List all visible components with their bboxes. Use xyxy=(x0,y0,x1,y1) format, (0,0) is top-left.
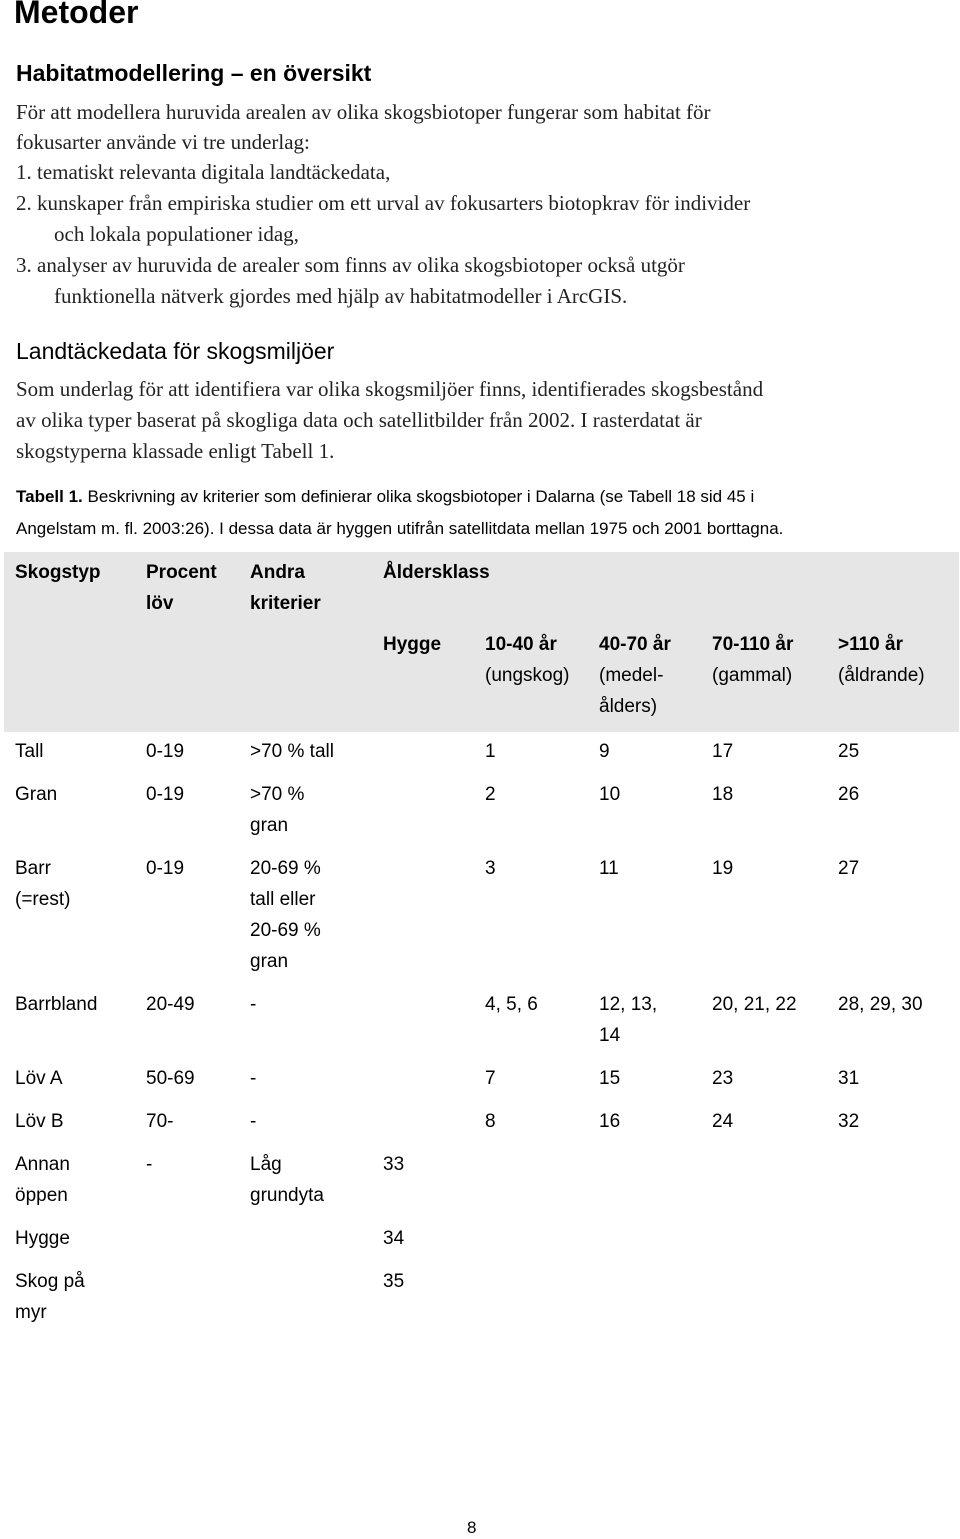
table-cell-pct xyxy=(135,1221,239,1264)
table-cell-d: 32 xyxy=(838,1111,860,1132)
table-cell-hygge: 33 xyxy=(383,1154,405,1175)
table-cell-c xyxy=(701,1221,827,1264)
table-cell-pct: 0-19 xyxy=(146,784,185,805)
table-cell-c: 19 xyxy=(712,858,734,879)
table-cell-pct xyxy=(135,1264,239,1338)
table-cell-a xyxy=(474,1221,588,1264)
intro-list-item-2: 2. kunskaper från empiriska studier om ett urval av fokusarters biotopkrav för individer xyxy=(16,191,751,215)
header-aldersklass: Åldersklass xyxy=(372,552,959,629)
table-cell-pct: 0-19 xyxy=(146,741,185,762)
table-cell-pct: 20-49 xyxy=(146,994,195,1015)
table-header-row xyxy=(4,552,959,629)
table-cell-b xyxy=(588,1264,701,1338)
table-cell-a: 7 xyxy=(485,1068,496,1089)
table-row xyxy=(4,1264,959,1338)
table-cell-pct: 70- xyxy=(146,1111,174,1132)
table-cell-b: 11 xyxy=(599,858,619,879)
table-cell-c: 18 xyxy=(712,784,734,805)
table-cell-d xyxy=(827,1147,959,1221)
landcover-line-2: av olika typer baserat på skogliga data och satellitbilder från 2002. I rasterdatat är xyxy=(16,408,702,432)
table-cell-c xyxy=(701,1147,827,1221)
subheader-aldrande: >110 år (åldrande) xyxy=(827,629,959,732)
landcover-line-3: skogstyperna klassade enligt Tabell 1. xyxy=(16,439,335,463)
table-cell-hygge: 34 xyxy=(383,1228,405,1249)
table-cell-c: 17 xyxy=(712,741,734,762)
table-cell-b: 9 xyxy=(599,741,610,762)
table-cell-a: 1 xyxy=(485,741,496,762)
table-cell-b xyxy=(588,1147,701,1221)
table-cell-crit: 20-69 % tall eller 20-69 % gran xyxy=(250,858,321,972)
table-cell-d: 28, 29, 30 xyxy=(838,994,923,1015)
table-cell-crit: >70 % tall xyxy=(250,741,334,762)
subheader-gammal: 70-110 år (gammal) xyxy=(701,629,827,732)
table-cell-b: 12, 13, 14 xyxy=(599,994,658,1046)
table-cell-crit: Låg grundyta xyxy=(250,1154,324,1206)
table-cell-a xyxy=(474,1264,588,1338)
table-cell-hygge: 35 xyxy=(383,1271,405,1292)
table-cell-hygge xyxy=(372,987,474,1061)
table-cell-c xyxy=(701,1264,827,1338)
table-cell-pct: - xyxy=(146,1154,153,1175)
table-cell-a: 2 xyxy=(485,784,496,805)
table-cell-a xyxy=(474,1147,588,1221)
table-cell-c: 20, 21, 22 xyxy=(712,994,797,1015)
table-cell-a: 3 xyxy=(485,858,496,879)
table-cell-c: 23 xyxy=(712,1068,734,1089)
table-row xyxy=(4,732,959,777)
table-cell-crit xyxy=(239,1221,372,1264)
table-caption-text: Beskrivning av kriterier som definierar olika skogsbiotoper i Dalarna (se Tabell 18 sid 45 i xyxy=(82,487,755,506)
table-cell-crit: - xyxy=(250,994,257,1015)
intro-list-item-1: 1. tematiskt relevanta digitala landtäckedata, xyxy=(16,160,391,184)
table-subheader-row xyxy=(4,629,959,732)
table-cell-d: 27 xyxy=(838,858,860,879)
table-row xyxy=(4,1061,959,1104)
landcover-line-1: Som underlag för att identifiera var olika skogsmiljöer finns, identifierades skogsbestånd xyxy=(16,377,764,401)
section-heading-overview: Habitatmodellering – en översikt xyxy=(16,60,372,86)
table-cell-typ: Löv B xyxy=(15,1111,64,1132)
table-row xyxy=(4,987,959,1061)
table-cell-typ: Skog på myr xyxy=(15,1271,85,1323)
table-cell-pct: 50-69 xyxy=(146,1068,195,1089)
table-cell-b xyxy=(588,1221,701,1264)
table-cell-b: 16 xyxy=(599,1111,621,1132)
table-cell-d: 25 xyxy=(838,741,860,762)
table-cell-d: 31 xyxy=(838,1068,860,1089)
subheader-hygge: Hygge xyxy=(372,629,474,732)
table-cell-b: 10 xyxy=(599,784,621,805)
table-cell-pct: 0-19 xyxy=(146,858,185,879)
table-cell-crit: - xyxy=(250,1111,257,1132)
table-cell-typ: Barr (=rest) xyxy=(15,858,71,910)
page-title: Metoder xyxy=(14,0,139,30)
table-cell-typ: Gran xyxy=(15,784,58,805)
table-row xyxy=(4,1104,959,1147)
table-cell-d: 26 xyxy=(838,784,860,805)
table-cell-hygge xyxy=(372,1061,474,1104)
table-cell-crit: >70 % gran xyxy=(250,784,305,836)
table-cell-typ: Annan öppen xyxy=(15,1154,70,1206)
table-cell-typ: Hygge xyxy=(15,1228,70,1249)
header-skogstyp: Skogstyp xyxy=(4,552,135,629)
forest-type-table xyxy=(4,552,959,1338)
intro-list-item-3-cont: funktionella nätverk gjordes med hjälp av habitatmodeller i ArcGIS. xyxy=(54,284,628,308)
table-caption-line-2: Angelstam m. fl. 2003:26). I dessa data är hyggen utifrån satellitdata mellan 1975 och 2001 borttagna. xyxy=(16,519,784,538)
table-cell-c: 24 xyxy=(712,1111,734,1132)
table-cell-typ: Barrbland xyxy=(15,994,98,1015)
intro-line-1: För att modellera huruvida arealen av olika skogsbiotoper fungerar som habitat för xyxy=(16,100,711,124)
table-cell-hygge xyxy=(372,777,474,851)
table-row xyxy=(4,1147,959,1221)
table-cell-hygge xyxy=(372,732,474,777)
table-cell-d xyxy=(827,1221,959,1264)
table-caption-label: Tabell 1. xyxy=(16,487,83,506)
subheader-medelalders: 40-70 år (medel- ålders) xyxy=(588,629,701,732)
subheader-ungskog: 10-40 år (ungskog) xyxy=(474,629,588,732)
table-cell-crit xyxy=(239,1264,372,1338)
table-row xyxy=(4,851,959,987)
table-cell-d xyxy=(827,1264,959,1338)
table-cell-crit: - xyxy=(250,1068,257,1089)
intro-line-2: fokusarter använde vi tre underlag: xyxy=(16,130,310,154)
table-row xyxy=(4,1221,959,1264)
page-number: 8 xyxy=(467,1518,477,1537)
table-cell-hygge xyxy=(372,851,474,987)
table-cell-a: 8 xyxy=(485,1111,496,1132)
header-andra: Andra kriterier xyxy=(239,552,372,629)
table-caption-line-1 xyxy=(16,487,754,507)
table-cell-a: 4, 5, 6 xyxy=(485,994,538,1015)
table-cell-hygge xyxy=(372,1104,474,1147)
header-procent: Procent löv xyxy=(135,552,239,629)
table-cell-typ: Tall xyxy=(15,741,44,762)
table-cell-b: 15 xyxy=(599,1068,621,1089)
table-cell-typ: Löv A xyxy=(15,1068,63,1089)
intro-list-item-3: 3. analyser av huruvida de arealer som finns av olika skogsbiotoper också utgör xyxy=(16,253,685,277)
table-row xyxy=(4,777,959,851)
section-heading-landcover: Landtäckedata för skogsmiljöer xyxy=(16,338,335,364)
intro-list-item-2-cont: och lokala populationer idag, xyxy=(54,222,299,246)
